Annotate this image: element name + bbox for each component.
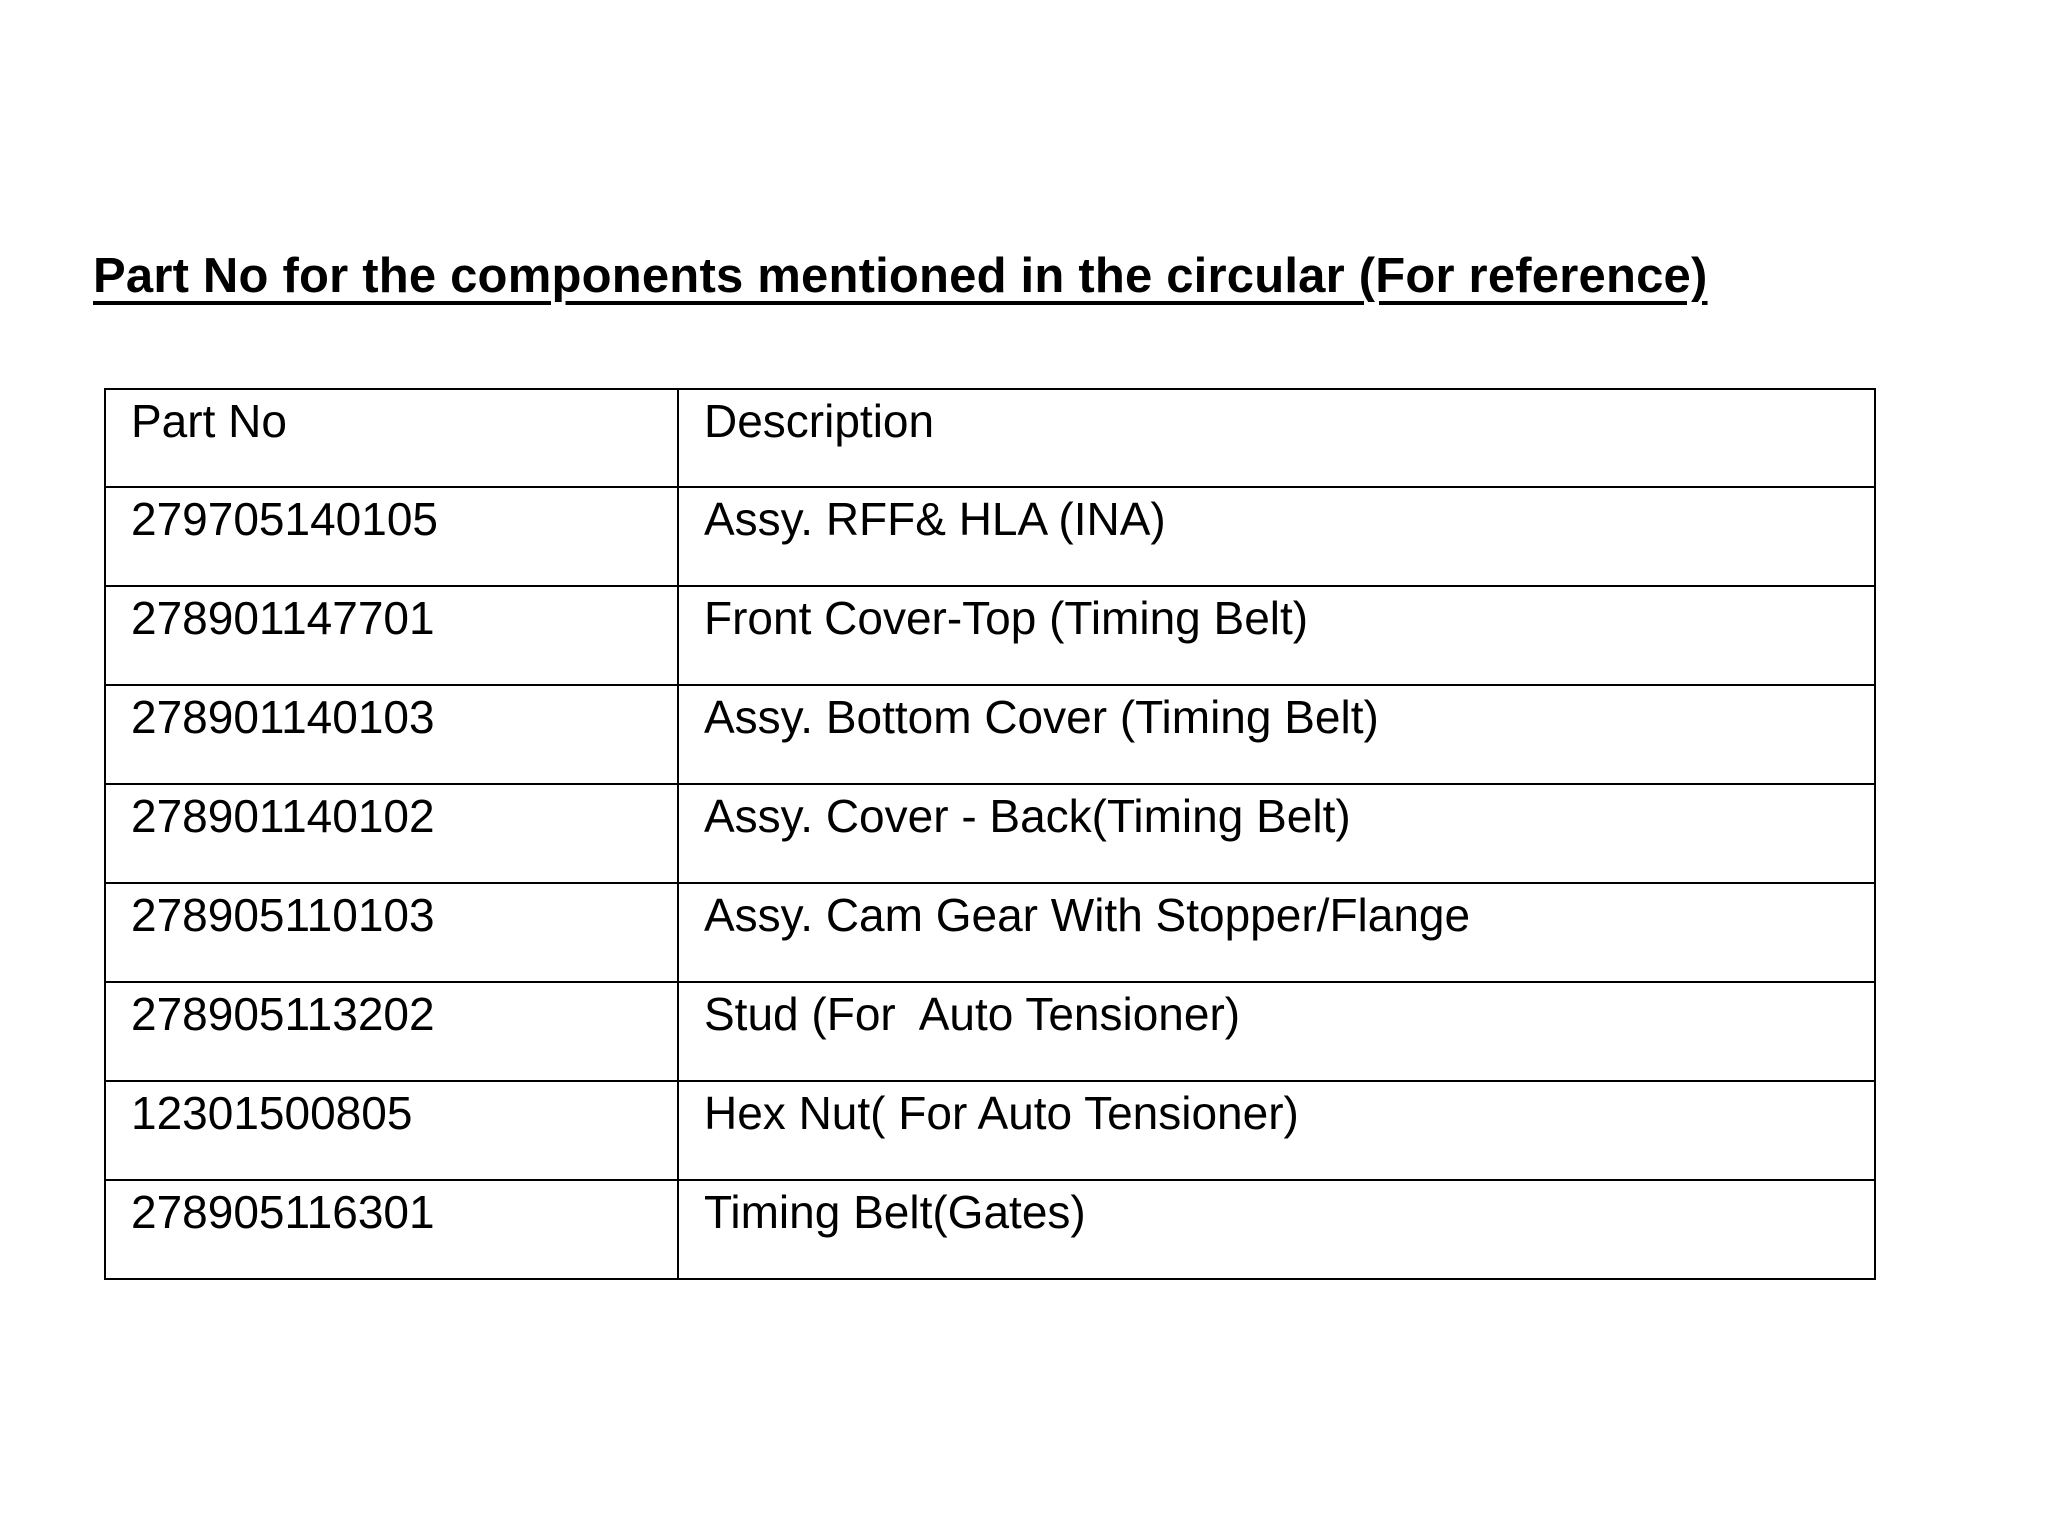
document-title: Part No for the components mentioned in the circular (For reference) [93,249,1708,303]
description-cell: Assy. RFF& HLA (INA) [678,487,1875,586]
description-cell: Timing Belt(Gates) [678,1180,1875,1279]
description-cell: Assy. Cam Gear With Stopper/Flange [678,883,1875,982]
part-no-cell: 278905113202 [105,982,678,1081]
part-no-cell: 278901140103 [105,685,678,784]
table-row [105,487,1875,586]
part-no-cell: 278905110103 [105,883,678,982]
table-row [105,784,1875,883]
description-cell: Assy. Bottom Cover (Timing Belt) [678,685,1875,784]
description-cell: Stud (For Auto Tensioner) [678,982,1875,1081]
table-header-row [105,389,1875,487]
description-cell: Hex Nut( For Auto Tensioner) [678,1081,1875,1180]
part-no-cell: 279705140105 [105,487,678,586]
part-no-cell: 12301500805 [105,1081,678,1180]
table-row [105,1081,1875,1180]
description-cell: Front Cover-Top (Timing Belt) [678,586,1875,685]
table-row [105,1180,1875,1279]
part-no-cell: 278901140102 [105,784,678,883]
description-cell: Assy. Cover - Back(Timing Belt) [678,784,1875,883]
parts-table [104,388,1876,1280]
table-row [105,685,1875,784]
table-row [105,883,1875,982]
part-no-cell: 278901147701 [105,586,678,685]
table-row [105,982,1875,1081]
column-header-part-no: Part No [105,389,678,487]
part-no-cell: 278905116301 [105,1180,678,1279]
column-header-description: Description [678,389,1875,487]
table-row [105,586,1875,685]
